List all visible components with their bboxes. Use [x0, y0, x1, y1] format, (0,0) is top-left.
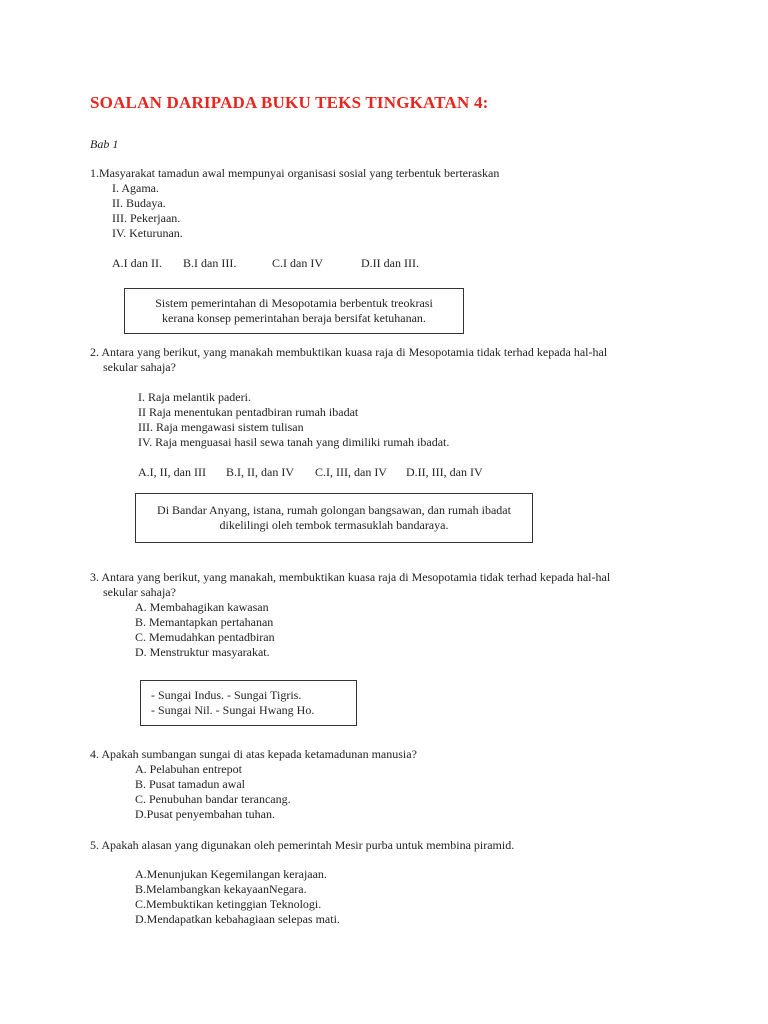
question-5-option-b: B.Melambangkan kekayaanNegara. — [135, 882, 307, 896]
question-2-option-c: C.I, III, dan IV — [315, 465, 387, 479]
question-2-stem-cont: sekular sahaja? — [103, 360, 176, 374]
source-box-1-line: kerana konsep pemerintahan beraja bersifat ketuhanan. — [162, 311, 426, 325]
question-1-stem: 1.Masyarakat tamadun awal mempunyai organisasi sosial yang terbentuk berteraskan — [90, 166, 500, 180]
question-2-item: IV. Raja menguasai hasil sewa tanah yang dimiliki rumah ibadat. — [138, 435, 450, 449]
question-2-stem: 2. Antara yang berikut, yang manakah membuktikan kuasa raja di Mesopotamia tidak terhad kepada hal-hal — [90, 345, 608, 359]
source-box-2-line: dikelilingi oleh tembok termasuklah bandaraya. — [219, 518, 449, 532]
question-4-option-d: D.Pusat penyembahan tuhan. — [135, 807, 275, 821]
question-1-item: IV. Keturunan. — [112, 226, 183, 240]
question-5-stem: 5. Apakah alasan yang digunakan oleh pemerintah Mesir purba untuk membina piramid. — [90, 838, 515, 852]
question-5-option-c: C.Membuktikan ketinggian Teknologi. — [135, 897, 322, 911]
question-4-option-b: B. Pusat tamadun awal — [135, 777, 245, 791]
question-1-item: II. Budaya. — [112, 196, 166, 210]
question-2-item: I. Raja melantik paderi. — [138, 390, 251, 404]
page-title: SOALAN DARIPADA BUKU TEKS TINGKATAN 4: — [90, 93, 489, 112]
source-box-3-line: - Sungai Nil. - Sungai Hwang Ho. — [151, 703, 315, 717]
question-1-option-d: D.II dan III. — [361, 256, 419, 270]
question-5-option-a: A.Menunjukan Kegemilangan kerajaan. — [135, 867, 327, 881]
source-box-2 — [135, 493, 533, 543]
question-1-option-c: C.I dan IV — [272, 256, 323, 270]
chapter-label: Bab 1 — [90, 137, 119, 151]
question-3-option-b: B. Memantapkan pertahanan — [135, 615, 274, 629]
question-1-item: III. Pekerjaan. — [112, 211, 181, 225]
source-box-3 — [140, 680, 357, 726]
question-3-option-c: C. Memudahkan pentadbiran — [135, 630, 275, 644]
question-1-option-a: A.I dan II. — [112, 256, 162, 270]
question-2-option-a: A.I, II, dan III — [138, 465, 206, 479]
question-2-item: III. Raja mengawasi sistem tulisan — [138, 420, 304, 434]
question-4-stem: 4. Apakah sumbangan sungai di atas kepada ketamadunan manusia? — [90, 747, 417, 761]
source-box-1 — [124, 288, 464, 334]
question-2-option-d: D.II, III, dan IV — [406, 465, 483, 479]
question-4-option-a: A. Pelabuhan entrepot — [135, 762, 242, 776]
source-box-1-line: Sistem pemerintahan di Mesopotamia berbentuk treokrasi — [155, 296, 433, 310]
question-2-option-b: B.I, II, dan IV — [226, 465, 294, 479]
question-5-option-d: D.Mendapatkan kebahagiaan selepas mati. — [135, 912, 340, 926]
question-4-option-c: C. Penubuhan bandar terancang. — [135, 792, 291, 806]
question-3-stem-cont: sekular sahaja? — [103, 585, 176, 599]
question-3-stem: 3. Antara yang berikut, yang manakah, membuktikan kuasa raja di Mesopotamia tidak terhad kepada hal-hal — [90, 570, 611, 584]
source-box-2-line: Di Bandar Anyang, istana, rumah golongan bangsawan, dan rumah ibadat — [157, 503, 511, 517]
question-2-item: II Raja menentukan pentadbiran rumah ibadat — [138, 405, 359, 419]
question-3-option-a: A. Membahagikan kawasan — [135, 600, 269, 614]
question-1-option-b: B.I dan III. — [183, 256, 237, 270]
source-box-3-line: - Sungai Indus. - Sungai Tigris. — [151, 688, 302, 702]
question-3-option-d: D. Menstruktur masyarakat. — [135, 645, 270, 659]
question-1-item: I. Agama. — [112, 181, 159, 195]
